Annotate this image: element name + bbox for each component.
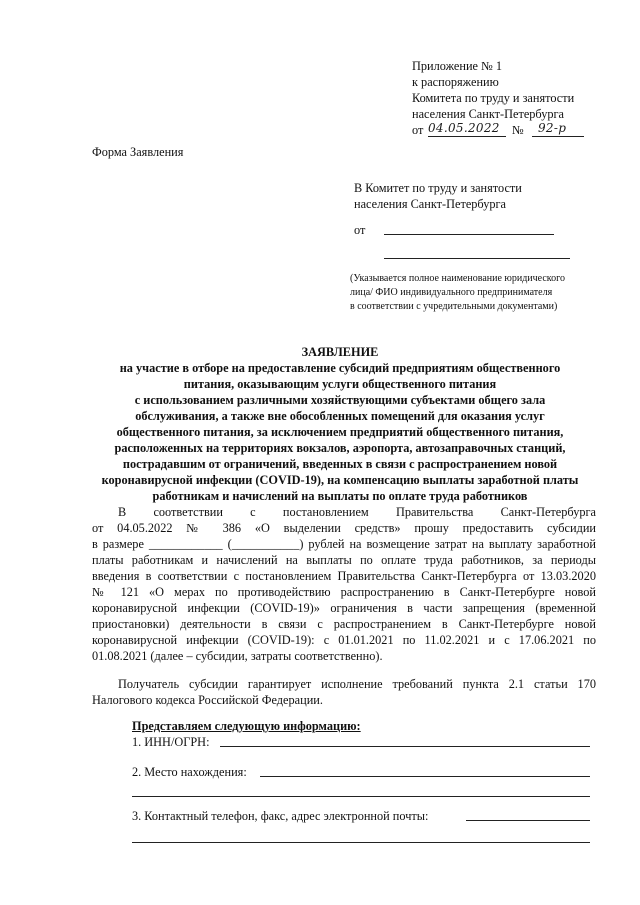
p1-line-2: от 04.05.2022 № 386 «О выделении средств» прошу предоставить субсидии xyxy=(92,521,596,535)
note-line-1: (Указывается полное наименование юридического xyxy=(350,273,566,284)
title-line-4: обслуживания, а также вне обособленных помещений для оказания услуг xyxy=(135,409,545,423)
title-line-8: коронавирусной инфекции (COVID-19), на компенсацию выплаты заработной платы xyxy=(101,473,579,487)
title-line-5: общественного питания, за исключением предприятий общественного питания, xyxy=(116,425,564,439)
body-paragraph-2 xyxy=(92,676,596,708)
title-line-1: на участие в отборе на предоставление субсидий предприятиям общественного xyxy=(119,361,561,375)
number-sign: № xyxy=(512,123,524,137)
application-title xyxy=(60,344,620,504)
inn-field-line[interactable] xyxy=(220,746,590,747)
appendix-line-1: Приложение № 1 xyxy=(412,59,503,73)
p1-line-9: коронавирусной инфекции (COVID-19): с 01.01.2021 по 11.02.2021 и с 17.06.2021 по xyxy=(92,633,596,647)
applicant-note xyxy=(350,272,610,314)
info-heading: Представляем следующую информацию: xyxy=(132,719,361,733)
appendix-date-row xyxy=(412,122,612,140)
handwritten-date: 04.05.2022 xyxy=(428,121,500,135)
note-line-3: в соответствии с учредительными документами) xyxy=(350,301,558,312)
contacts-field-line-1[interactable] xyxy=(466,820,590,821)
title-heading: ЗАЯВЛЕНИЕ xyxy=(301,345,379,359)
p1-line-10: 01.08.2021 (далее – субсидии, затраты соответственно). xyxy=(92,649,383,663)
title-line-7: пострадавшим от ограничений, введенных в связи с распространением новой xyxy=(122,457,558,471)
note-line-2: лица/ ФИО индивидуального предпринимателя xyxy=(350,287,553,298)
date-prefix: от xyxy=(412,123,424,137)
p1-line-7: коронавирусной инфекции (COVID-19)» ограничения в части запрещения (временной xyxy=(92,601,596,615)
date-underline xyxy=(428,136,506,137)
info-item-inn: 1. ИНН/ОГРН: xyxy=(132,735,210,749)
location-field-line-1[interactable] xyxy=(260,776,590,777)
info-item-contacts: 3. Контактный телефон, факс, адрес электронной почты: xyxy=(132,809,429,823)
applicant-name-line-2 xyxy=(384,258,570,259)
number-underline xyxy=(532,136,584,137)
form-label: Форма Заявления xyxy=(92,145,184,159)
appendix-line-3: Комитета по труду и занятости xyxy=(412,91,575,105)
from-label: от xyxy=(354,223,366,237)
p1-line-6: № 121 «О мерах по противодействию распространению в Санкт-Петербурге новой xyxy=(92,585,596,599)
p1-line-4: платы работникам и начислений на выплаты по оплате труда работников, за периоды xyxy=(92,553,596,567)
location-field-line-2[interactable] xyxy=(132,796,590,797)
appendix-line-2: к распоряжению xyxy=(412,75,499,89)
contacts-field-line-2[interactable] xyxy=(132,842,590,843)
title-line-6: расположенных на территориях вокзалов, аэропорта, автозаправочных станций, xyxy=(114,441,566,455)
body-paragraph-1 xyxy=(92,504,596,664)
addressee-line-1: В Комитет по труду и занятости xyxy=(354,181,522,195)
addressee-line-2: населения Санкт-Петербурга xyxy=(354,197,507,211)
p1-line-1: В соответствии с постановлением Правительства Санкт-Петербурга xyxy=(118,505,596,519)
title-line-2: питания, оказывающим услуги общественного питания xyxy=(183,377,497,391)
p1-line-5: введения в соответствии с постановлением Правительства Санкт-Петербурга от 13.03.2020 xyxy=(92,569,596,583)
applicant-name-line-1 xyxy=(384,234,554,235)
title-line-3: с использованием различными хозяйствующими субъектами общего зала xyxy=(134,393,546,407)
info-item-location: 2. Место нахождения: xyxy=(132,765,247,779)
p1-line-3: в размере ____________ (___________) рублей на возмещение затрат на выплату заработной xyxy=(92,537,596,551)
addressee-block xyxy=(354,180,614,212)
p2-line-2: Налогового кодекса Российской Федерации. xyxy=(92,693,323,707)
appendix-line-4: населения Санкт-Петербурга xyxy=(412,107,565,121)
p2-line-1: Получатель субсидии гарантирует исполнение требований пункта 2.1 статьи 170 xyxy=(118,677,596,691)
title-line-9: работникам и начислений на выплаты по оплате труда работников xyxy=(152,489,528,503)
appendix-header xyxy=(412,58,612,140)
p1-line-8: приостановки) деятельности в связи с распространением в Санкт-Петербурге новой xyxy=(92,617,596,631)
handwritten-number: 92-р xyxy=(538,121,567,135)
